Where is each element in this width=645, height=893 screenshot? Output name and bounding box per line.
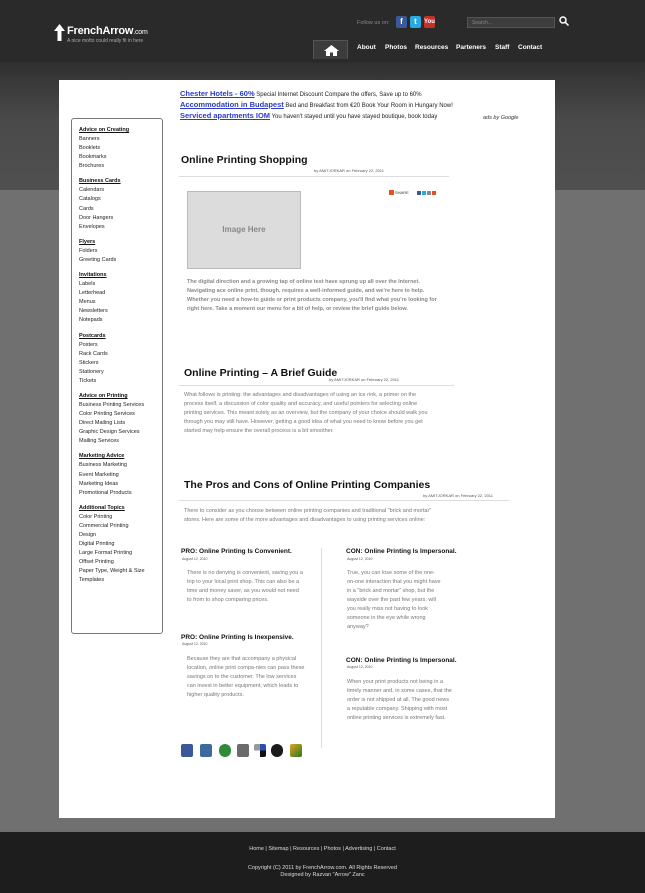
nav-parteners[interactable]: Parteners	[456, 44, 486, 51]
sidebar-item[interactable]: Color Printing	[79, 513, 113, 520]
sidebar-item[interactable]: Business Marketing	[79, 462, 127, 469]
sidebar-item[interactable]: Cards	[79, 205, 94, 212]
con-heading: CON: Online Printing Is Impersonal.	[346, 657, 457, 664]
sidebar-item[interactable]: Graphic Design Services	[79, 429, 140, 436]
sidebar-item[interactable]: Folders	[79, 247, 98, 254]
sidebar-group	[79, 238, 162, 265]
con-heading: CON: Online Printing Is Impersonal.	[346, 548, 457, 555]
logo-name: FrenchArrow.com	[67, 25, 148, 37]
sidebar-item[interactable]: Envelopes	[79, 223, 105, 230]
ad-link[interactable]: Accommodation in Budapest	[180, 100, 284, 109]
sidebar-item[interactable]: Stationery	[79, 368, 104, 375]
sidebar-item[interactable]: Banners	[79, 136, 100, 142]
technorati-bookmark-icon[interactable]	[290, 744, 302, 757]
footer-background	[0, 832, 645, 893]
sidebar-group	[79, 452, 162, 497]
sidebar-item[interactable]: Mailing Services	[79, 438, 120, 445]
article-meta: by AMITJORKAR on February 22, 2011	[329, 377, 399, 382]
sidebar-item[interactable]: Paper Type, Weight & Size	[79, 568, 145, 575]
share-icon	[389, 190, 394, 195]
facebook-icon	[417, 191, 421, 195]
pro-date: August 12, 2010	[182, 642, 208, 646]
ads-block	[180, 89, 500, 122]
sidebar-item[interactable]: Door Hangers	[79, 214, 114, 221]
sidebar-item[interactable]: Event Marketing	[79, 471, 119, 478]
footer-credit: Designed by Razvan "Arrow" Zanc	[280, 872, 365, 878]
home-icon	[324, 45, 339, 56]
ads-by-google[interactable]: ads by Google	[483, 115, 519, 121]
nav-photos[interactable]: Photos	[385, 44, 408, 51]
sidebar-item[interactable]: Letterhead	[79, 290, 106, 297]
sidebar-group	[79, 271, 162, 325]
stumbleupon-bookmark-icon[interactable]	[219, 744, 231, 757]
sidebar-item[interactable]: Labels	[79, 281, 96, 288]
sidebar-item[interactable]: Notepads	[79, 317, 103, 324]
nav-contact[interactable]: Contact	[518, 44, 543, 51]
sidebar-item[interactable]: Calendars	[79, 187, 105, 194]
sidebar-item[interactable]: Tickets	[79, 377, 97, 384]
sidebar-item[interactable]: Newsletters	[79, 308, 108, 315]
article-meta: by AMITJORKAR on February 22, 2011	[314, 168, 384, 173]
logo-tagline: A nice motto could really fit in here	[67, 38, 144, 44]
sidebar-item[interactable]: Rack Cards	[79, 350, 108, 357]
article-title[interactable]: Online Printing – A Brief Guide	[184, 367, 338, 379]
sidebar-item[interactable]: Large Format Printing	[79, 550, 133, 557]
sidebar	[71, 118, 163, 634]
sidebar-item[interactable]: Digital Printing	[79, 541, 115, 548]
facebook-bookmark-icon[interactable]	[181, 744, 193, 757]
article-body: The digital direction and a growing tap of online test have sprung up all over the Internet. Navigating ace online print, though, requires a well-informed guide, and we're here to help. Whether you need a how-to guide or print products company, you'll find what you're looking for right here. Take a moment our menu for a bit of help, or review the brief guide below.	[187, 279, 437, 312]
sidebar-heading[interactable]: Postcards	[79, 332, 106, 339]
arrow-logo-icon	[54, 24, 65, 41]
nav-staff[interactable]: Staff	[495, 44, 510, 51]
divider	[179, 500, 509, 501]
search-input[interactable]: Search...	[467, 17, 555, 28]
pro-heading: PRO: Online Printing Is Convenient.	[181, 548, 292, 555]
sidebar-item[interactable]: Commercial Printing	[79, 522, 129, 529]
image-placeholder: Image Here	[187, 191, 301, 269]
pro-heading: PRO: Online Printing Is Inexpensive.	[181, 634, 294, 641]
share-button[interactable]: SHARE	[389, 190, 436, 195]
pro-body: There is no denying is convenient, saving you a trip to your local print shop. This can also be a time and money saver, as you would not need to from to shop comparing prices.	[187, 570, 303, 603]
sidebar-item[interactable]: Business Printing Services	[79, 401, 145, 408]
footer-links[interactable]: Home | Sitemap | Resources | Photos | Advertising | Contact	[249, 846, 396, 852]
article-body: What follows is printing: the advantages and disadvantages of using an ice rink, a primer on the process itself, a discussion of color quality and accuracy, and useful pointers for selecting online printing services. This meant solely as an overview, but the company of your choice should walk you through you may still have. However, getting a good idea of what you need to know before you get started may help ensure the overall process is a bit smoother.	[184, 392, 428, 434]
sidebar-heading[interactable]: Business Cards	[79, 178, 121, 185]
sidebar-group	[79, 392, 162, 446]
reddit-bookmark-icon[interactable]	[271, 744, 283, 757]
sidebar-item[interactable]: Booklets	[79, 145, 101, 152]
sidebar-item[interactable]: Brochures	[79, 163, 105, 170]
nav-about[interactable]: About	[357, 44, 376, 51]
delicious-bookmark-icon[interactable]	[254, 744, 266, 757]
column-divider	[321, 548, 322, 748]
email-icon	[427, 191, 431, 195]
sidebar-heading[interactable]: Advice on Creating	[79, 127, 130, 133]
sidebar-item[interactable]: Stickers	[79, 359, 99, 366]
sidebar-heading[interactable]: Invitations	[79, 272, 107, 279]
sidebar-item[interactable]: Bookmarks	[79, 154, 107, 161]
sidebar-heading[interactable]: Additional Topics	[79, 504, 125, 511]
sidebar-item[interactable]: Design	[79, 532, 97, 538]
divider	[179, 176, 449, 177]
article-title[interactable]: Online Printing Shopping	[181, 154, 308, 166]
article-meta: by AMITJORKAR on February 22, 2011	[423, 493, 493, 498]
sidebar-item[interactable]: Menus	[79, 299, 96, 306]
ad-item: Serviced apartments IOM You haven't stayed until you have stayed boutique, book today	[180, 111, 438, 120]
sidebar-group	[79, 504, 162, 586]
article-intro: There to consider as you choose between online printing companies and traditional "brick and mortar" stores. Here are some of the more advantages and disadvantages to using printing services online:	[184, 508, 432, 523]
pro-date: August 12, 2010	[182, 557, 208, 561]
con-date: August 12, 2010	[347, 665, 373, 669]
con-body: True, you can lose some of the one-on-one interaction that you might have in a "brick and mortar" shop, but the wayside over the past few years, will you really miss not having to look someone in the eye while wrong anyway?	[347, 570, 441, 630]
digg-bookmark-icon[interactable]	[200, 744, 212, 757]
follow-label: Follow us on:	[357, 20, 390, 26]
sidebar-item[interactable]: Catalogs	[79, 196, 101, 203]
search-icon[interactable]	[559, 16, 569, 26]
divider	[179, 385, 454, 386]
article-title[interactable]: The Pros and Cons of Online Printing Companies	[184, 479, 431, 491]
sidebar-group	[79, 126, 162, 171]
con-body: When your print products not being in a timely manner and, in some cases, that the order is not shipped at all. The good news a reputable company. Shipping with most online printing services is extremely fast.	[347, 679, 452, 721]
nav-home[interactable]	[313, 40, 348, 59]
sidebar-heading[interactable]: Flyers	[79, 238, 96, 245]
pro-body: Because they are that accompany a physical location, online print compa-nies can pass these savings on to the customer. The low services can invest in better equipment, which leads to higher quality products.	[187, 656, 305, 698]
twitter-icon[interactable]: t	[410, 16, 421, 28]
sidebar-group	[79, 177, 162, 231]
ad-item: Accommodation in Budapest Bed and Breakfast from €20 Book Your Room in Hungary Now!	[180, 100, 453, 109]
sidebar-heading[interactable]: Marketing Advice	[79, 453, 125, 460]
twitter-icon	[422, 191, 426, 195]
nav-resources[interactable]: Resources	[415, 44, 449, 51]
con-date: August 12, 2010	[347, 557, 373, 561]
sidebar-item[interactable]: Marketing Ideas	[79, 480, 119, 487]
sidebar-item[interactable]: Posters	[79, 341, 98, 348]
facebook-icon[interactable]: f	[396, 16, 407, 28]
sidebar-item[interactable]: Color Printing Services	[79, 411, 135, 418]
footer-copyright: Copyright (C) 2011 by FrenchArrow.com. All Rights Reserved	[247, 865, 398, 871]
sidebar-group	[79, 332, 162, 386]
sidebar-item[interactable]: Promotional Products	[79, 489, 132, 496]
sidebar-item[interactable]: Offset Printing	[79, 559, 114, 566]
more-icon	[432, 191, 436, 195]
sidebar-heading[interactable]: Advice on Printing	[79, 392, 128, 399]
main-content	[59, 80, 555, 818]
youtube-icon[interactable]: You	[424, 16, 435, 28]
sidebar-item[interactable]: Greeting Cards	[79, 256, 117, 263]
sidebar-item[interactable]: Templates	[79, 577, 105, 584]
sidebar-item[interactable]: Direct Mailing Lists	[79, 420, 126, 427]
ad-link[interactable]: Serviced apartments IOM	[180, 111, 271, 120]
delicious-share-icon[interactable]	[237, 744, 249, 757]
ad-link[interactable]: Chester Hotels - 60%	[180, 89, 255, 98]
ad-item: Chester Hotels - 60% Special Internet Discount Compare the offers, Save up to 60%	[180, 89, 422, 98]
